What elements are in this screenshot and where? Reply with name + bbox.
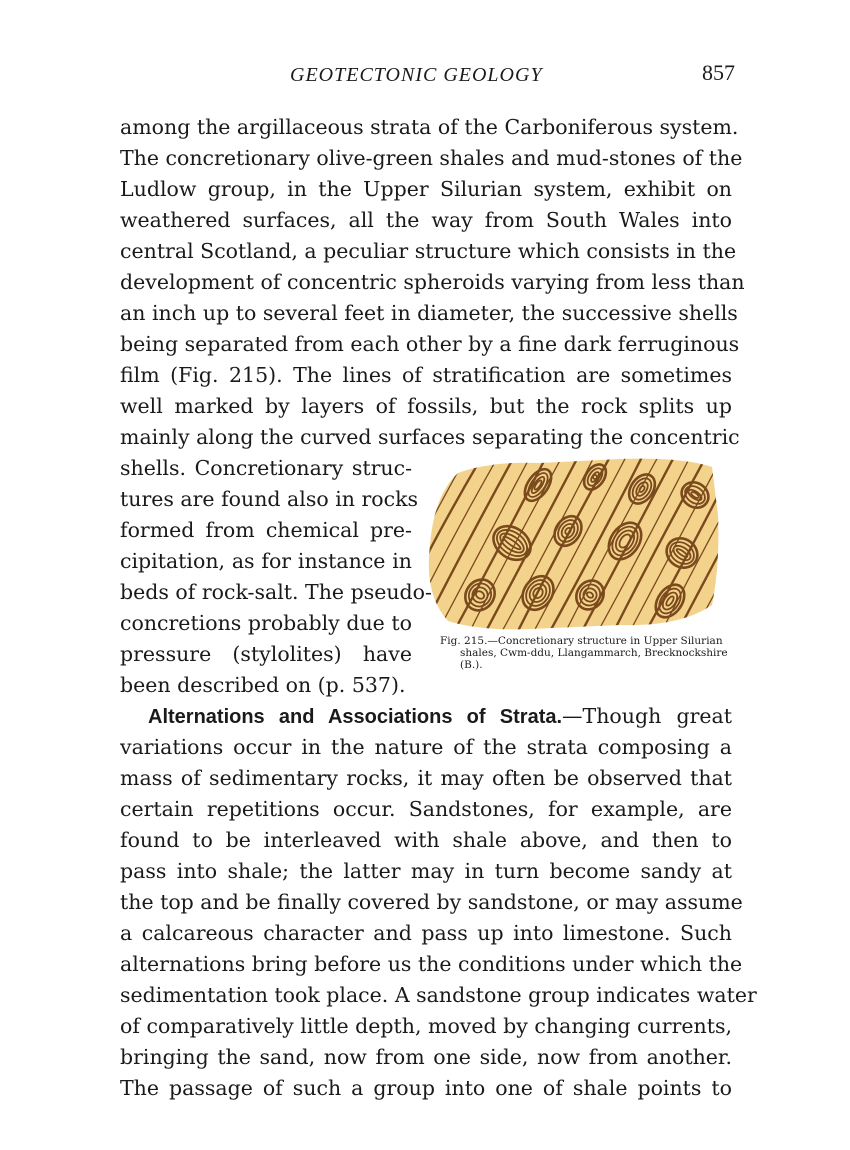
wrapped-line: pressure (stylolites) have	[120, 642, 412, 666]
concretion-drawing	[420, 455, 720, 633]
section-line: a calcareous character and pass up into limestone. Such	[120, 921, 732, 945]
body-line: The concretionary olive-green shales and mud-stones of the	[120, 146, 743, 170]
section-line: the top and be finally covered by sandstone, or may assume	[120, 890, 743, 914]
body-line: mainly along the curved surfaces separating the concentric	[120, 425, 740, 449]
body-line: an inch up to several feet in diameter, the successive shells	[120, 301, 738, 325]
body-line: Ludlow group, in the Upper Silurian system, exhibit on	[120, 177, 732, 201]
wrapped-line: beds of rock-salt. The pseudo-	[120, 580, 432, 604]
figure-215-illustration	[420, 455, 720, 633]
section-line: bringing the sand, now from one side, now from another.	[120, 1045, 732, 1069]
running-header	[120, 60, 735, 90]
section-line: pass into shale; the latter may in turn become sandy at	[120, 859, 732, 883]
wrapped-line: tures are found also in rocks	[120, 487, 419, 511]
section-line: found to be interleaved with shale above, and then to	[120, 828, 732, 852]
body-line: well marked by layers of fossils, but the rock splits up	[120, 394, 732, 418]
figure-caption: Fig. 215.—Concretionary structure in Upper Silurian shales, Cwm-ddu, Llangammarch, Brecknockshire (B.).	[440, 635, 728, 671]
wrapped-line: been described on (p. 537).	[120, 673, 406, 697]
body-line: film (Fig. 215). The lines of stratification are sometimes	[120, 363, 732, 387]
section-heading: Alternations and Associations of Strata.	[148, 706, 563, 728]
body-line: central Scotland, a peculiar structure which consists in the	[120, 239, 737, 263]
body-line: among the argillaceous strata of the Carboniferous system.	[120, 115, 739, 139]
section-first-line-text: —Though great	[562, 704, 733, 728]
section-line: alternations bring before us the conditions under which the	[120, 952, 743, 976]
body-line: development of concentric spheroids varying from less than	[120, 270, 745, 294]
wrapped-line: cipitation, as for instance in	[120, 549, 412, 573]
section-heading-line	[120, 701, 732, 733]
section-line: sedimentation took place. A sandstone group indicates water	[120, 983, 757, 1007]
section-line: mass of sedimentary rocks, it may often be observed that	[120, 766, 732, 790]
body-line: weathered surfaces, all the way from South Wales into	[120, 208, 732, 232]
body-line: being separated from each other by a fine dark ferruginous	[120, 332, 740, 356]
section-line: certain repetitions occur. Sandstones, for example, are	[120, 797, 732, 821]
section-line: of comparatively little depth, moved by changing currents,	[120, 1014, 732, 1038]
page-number: 857	[702, 60, 735, 85]
wrapped-line: concretions probably due to	[120, 611, 412, 635]
wrapped-line: shells. Concretionary struc-	[120, 456, 412, 480]
wrapped-line: formed from chemical pre-	[120, 518, 412, 542]
running-title: GEOTECTONIC GEOLOGY	[290, 64, 543, 86]
section-line: variations occur in the nature of the strata composing a	[120, 735, 732, 759]
section-line: The passage of such a group into one of shale points to	[120, 1076, 732, 1100]
